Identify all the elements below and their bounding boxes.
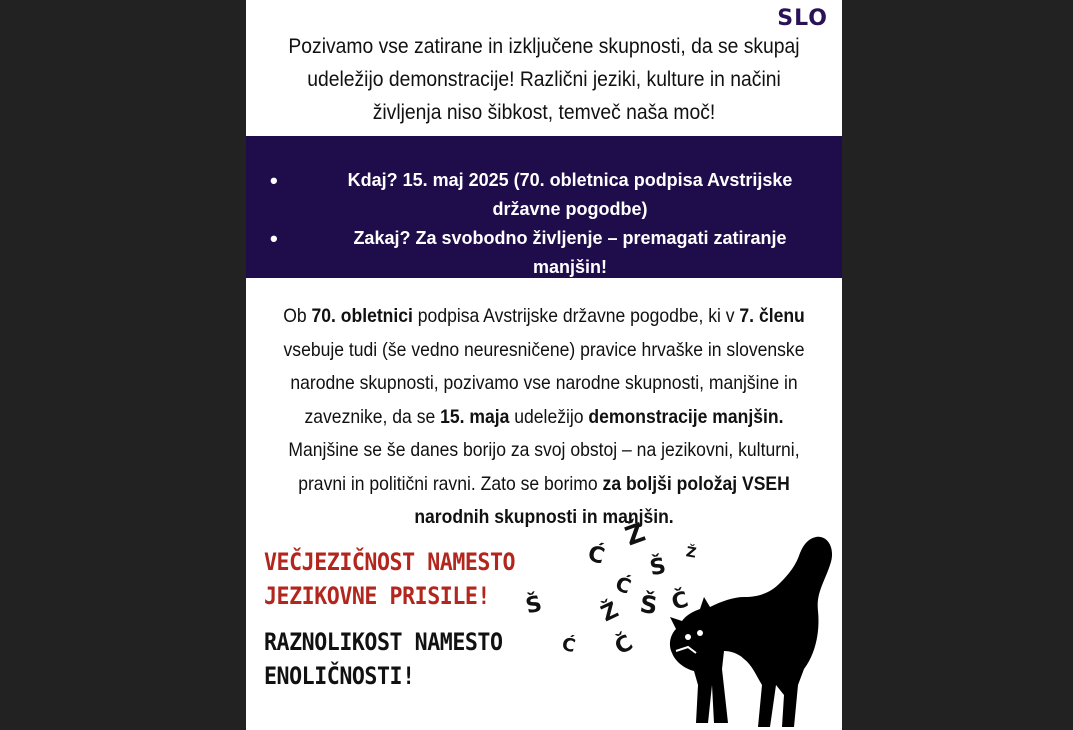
info-band [246, 136, 842, 278]
info-list [270, 166, 826, 282]
intro-text: Pozivamo vse zatirane in izključene skupnosti, da se skupaj udeležijo demonstracije! Različni jeziki, kulture in načini življenja niso šibkost, temveč naša moč! [288, 35, 800, 124]
flyer-page [246, 0, 842, 730]
slogan-multilingualism [264, 545, 515, 613]
body-p1-e: vsebuje tudi (še vedno neuresničene) pravice hrvaške in slovenske narodne skupnosti, pozivamo vse narodne skupnosti, manjšine in zaveznike, da se [283, 338, 805, 428]
info-item-when [270, 166, 826, 224]
letter-glyph: Š [638, 589, 660, 621]
letter-glyph: Ž [621, 517, 650, 553]
body-p1-h: demonstracije manjšin. [588, 405, 784, 428]
letter-glyph: Č [610, 630, 638, 661]
body-p1-f: 15. maja [440, 405, 510, 428]
letter-glyph: Ć [585, 541, 608, 570]
body-p1-b: 70. obletnici [311, 305, 413, 327]
letter-glyph: Š [523, 591, 545, 620]
letter-glyph: Ž [684, 544, 698, 562]
body-p1-c: podpisa Avstrijske državne pogodbe, ki v [412, 305, 740, 327]
letter-glyph: Š [647, 553, 668, 582]
bullet-icon: • [270, 168, 278, 193]
letter-glyph: Č [669, 587, 692, 616]
slogan-line: RAZNOLIKOST NAMESTO [264, 628, 503, 656]
slogan-line: VEČJEZIČNOST NAMESTO [264, 548, 516, 576]
info-item-why [270, 224, 826, 282]
info-item-text: Kdaj? 15. maj 2025 (70. obletnica podpisa Avstrijske državne pogodbe) [347, 170, 793, 219]
letter-glyph: Ć [559, 633, 578, 658]
info-item-text: Zakaj? Za svobodno življenje – premagati zatiranje manjšin! [353, 228, 787, 277]
language-tag: SLO [777, 6, 828, 31]
slogan-diversity [264, 625, 503, 693]
body-p1-a: Ob [283, 305, 312, 327]
slogan-line: ENOLIČNOSTI! [264, 662, 415, 690]
body-p1-d: 7. členu [739, 305, 805, 327]
letter-glyph: Ć [612, 571, 635, 599]
body-p2-b: za boljši položaj VSEH narodnih skupnosti in manjšin. [414, 472, 790, 528]
body-p1-g: udeležijo [509, 405, 589, 428]
black-cat-icon [666, 535, 842, 730]
letter-glyph: Ž [597, 597, 623, 628]
bullet-icon: • [270, 226, 278, 251]
body-p2-a: Manjšine se še danes borijo za svoj obstoj – na jezikovni, kulturni, pravni in politični ravni. Zato se borimo [288, 439, 800, 495]
slogan-line: JEZIKOVNE PRISILE! [264, 582, 490, 610]
body-text [283, 300, 805, 535]
